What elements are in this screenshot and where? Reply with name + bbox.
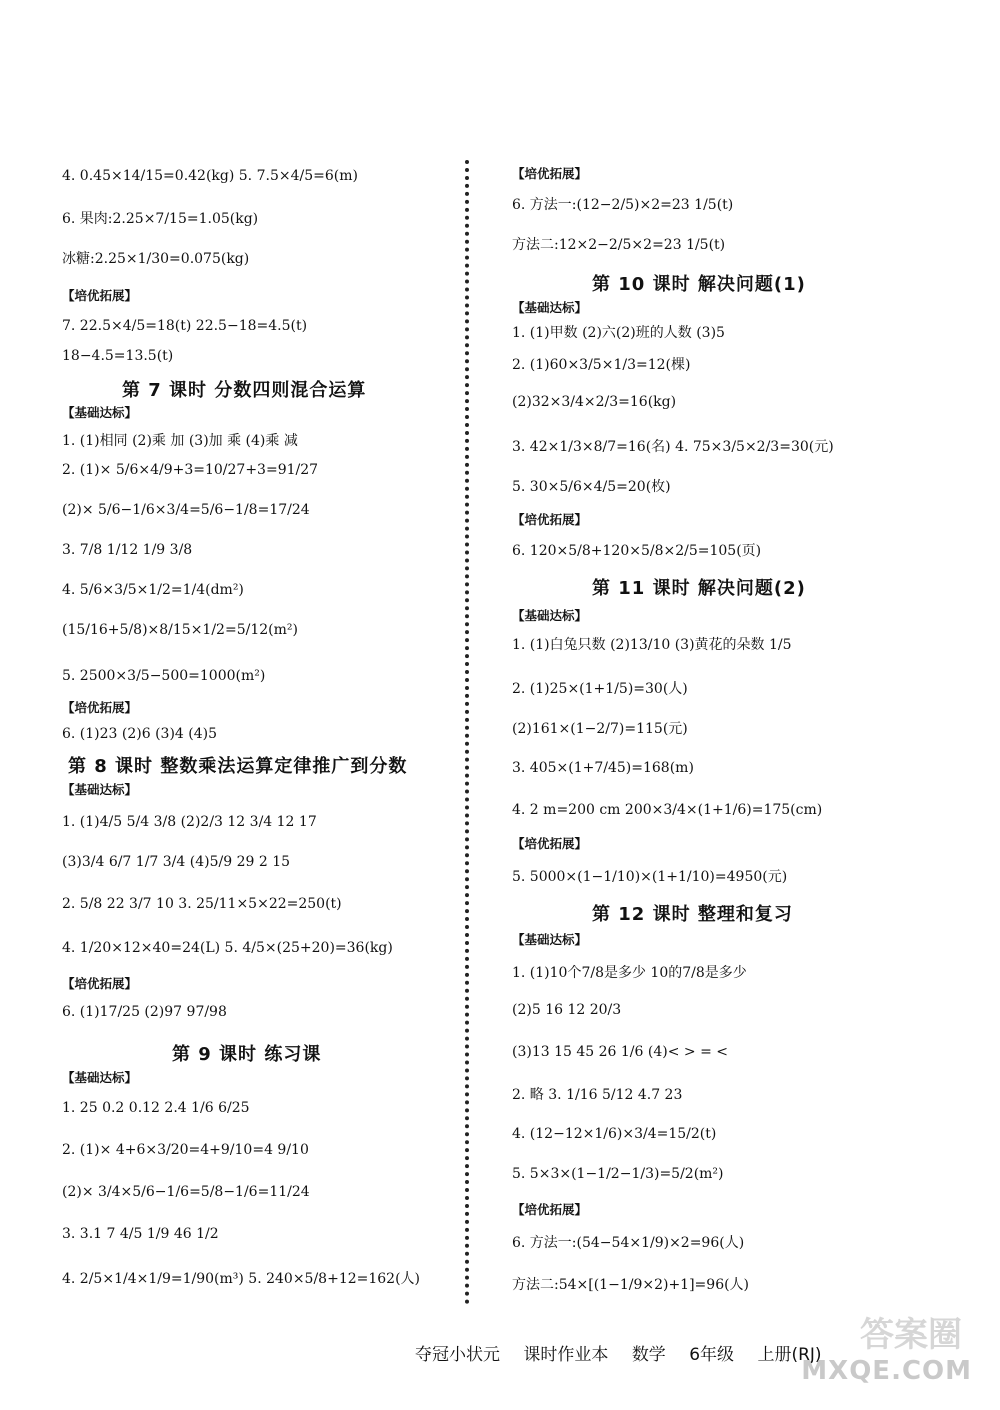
footer-book: 课时作业本 <box>523 1345 609 1365</box>
answer-line: 5. 2500×3/5−500=1000(m²) <box>62 668 266 684</box>
footer-brand: 夺冠小状元 <box>415 1345 500 1365</box>
section-label: 【培优拓展】 <box>512 1202 588 1217</box>
answer-line: 6. (1)17/25 (2)97 97/98 <box>62 1004 227 1020</box>
section-label: 【基础达标】 <box>62 405 138 420</box>
answer-line: (3)3/4 6/7 1/7 3/4 (4)5/9 29 2 15 <box>62 854 291 870</box>
watermark-top: 答案圈 <box>860 1315 962 1355</box>
answer-line: 2. (1)× 4+6×3/20=4+9/10=4 9/10 <box>62 1142 309 1158</box>
answer-line: 方法二:12×2−2/5×2=23 1/5(t) <box>512 237 726 253</box>
answer-line: 5. 5×3×(1−1/2−1/3)=5/2(m²) <box>512 1166 724 1182</box>
answer-line: 1. (1)4/5 5/4 3/8 (2)2/3 12 3/4 12 17 <box>62 814 317 830</box>
answer-line: 7. 22.5×4/5=18(t) 22.5−18=4.5(t) <box>62 318 308 334</box>
answer-line: 6. 果肉:2.25×7/15=1.05(kg) <box>62 211 259 227</box>
footer-grade: 6年级 <box>689 1345 735 1365</box>
answer-line: 18−4.5=13.5(t) <box>62 348 174 364</box>
answer-line: (2)× 5/6−1/6×3/4=5/6−1/8=17/24 <box>62 502 310 518</box>
section-label: 【基础达标】 <box>62 1070 138 1085</box>
footer <box>415 1340 840 1365</box>
answer-line: 1. 25 0.2 0.12 2.4 1/6 6/25 <box>62 1100 250 1116</box>
answer-line: 冰糖:2.25×1/30=0.075(kg) <box>62 251 250 267</box>
footer-subject: 数学 <box>631 1345 666 1365</box>
section-label: 【基础达标】 <box>512 300 588 315</box>
section-label: 【培优拓展】 <box>512 512 588 527</box>
section-label: 【基础达标】 <box>512 608 588 623</box>
answer-line: 2. (1)× 5/6×4/9+3=10/27+3=91/27 <box>62 462 319 478</box>
answer-line: 5. 30×5/6×4/5=20(枚) <box>512 479 671 495</box>
answer-line: 1. (1)甲数 (2)六(2)班的人数 (3)5 <box>512 325 725 341</box>
lesson-heading: 第 8 课时 整数乘法运算定律推广到分数 <box>68 756 408 777</box>
section-label: 【培优拓展】 <box>62 288 138 303</box>
answer-line: 4. 2 m=200 cm 200×3/4×(1+1/6)=175(cm) <box>512 802 823 818</box>
lesson-heading: 第 12 课时 整理和复习 <box>592 904 793 925</box>
answer-line: 1. (1)10个7/8是多少 10的7/8是多少 <box>512 965 747 981</box>
answer-line: 5. 5000×(1−1/10)×(1+1/10)=4950(元) <box>512 869 788 885</box>
footer-volume: 上册(RJ) <box>757 1345 822 1365</box>
answer-line: 3. 405×(1+7/45)=168(m) <box>512 760 694 776</box>
answer-line: (2)5 16 12 20/3 <box>512 1002 622 1018</box>
answer-line: (15/16+5/8)×8/15×1/2=5/12(m²) <box>62 622 298 638</box>
answer-line: 2. 5/8 22 3/7 10 3. 25/11×5×22=250(t) <box>62 896 342 912</box>
answer-line: 3. 3.1 7 4/5 1/9 46 1/2 <box>62 1226 219 1242</box>
answer-line: 2. (1)25×(1+1/5)=30(人) <box>512 681 688 697</box>
section-label: 【培优拓展】 <box>62 976 138 991</box>
answer-line: 6. 方法一:(12−2/5)×2=23 1/5(t) <box>512 197 734 213</box>
answer-line: 6. (1)23 (2)6 (3)4 (4)5 <box>62 726 218 742</box>
answer-line: 4. 1/20×12×40=24(L) 5. 4/5×(25+20)=36(kg) <box>62 940 393 956</box>
answer-line: 4. 5/6×3/5×1/2=1/4(dm²) <box>62 582 244 598</box>
answer-line: 方法二:54×[(1−1/9×2)+1]=96(人) <box>512 1277 750 1293</box>
section-label: 【培优拓展】 <box>62 700 138 715</box>
lesson-heading: 第 10 课时 解决问题(1) <box>592 274 806 295</box>
answer-line: 3. 7/8 1/12 1/9 3/8 <box>62 542 193 558</box>
answer-line: (3)13 15 45 26 1/6 (4)< > = < <box>512 1044 728 1060</box>
lesson-heading: 第 9 课时 练习课 <box>172 1044 322 1065</box>
answer-line: 1. (1)白兔只数 (2)13/10 (3)黄花的朵数 1/5 <box>512 637 792 653</box>
answer-line: 1. (1)相同 (2)乘 加 (3)加 乘 (4)乘 减 <box>62 433 298 449</box>
answer-line: 4. (12−12×1/6)×3/4=15/2(t) <box>512 1126 717 1142</box>
answer-line: (2)32×3/4×2/3=16(kg) <box>512 394 677 410</box>
section-label: 【基础达标】 <box>62 782 138 797</box>
answer-line: (2)161×(1−2/7)=115(元) <box>512 721 688 737</box>
answer-line: (2)× 3/4×5/6−1/6=5/8−1/6=11/24 <box>62 1184 310 1200</box>
answer-line: 2. (1)60×3/5×1/3=12(棵) <box>512 357 691 373</box>
section-label: 【培优拓展】 <box>512 836 588 851</box>
answer-line: 4. 2/5×1/4×1/9=1/90(m³) 5. 240×5/8+12=162(人) <box>62 1271 421 1287</box>
answer-line: 2. 略 3. 1/16 5/12 4.7 23 <box>512 1087 683 1103</box>
section-label: 【基础达标】 <box>512 932 588 947</box>
watermark-text: MXQE.COM <box>801 1356 972 1386</box>
watermark-logo <box>801 1315 982 1400</box>
answer-line: 6. 方法一:(54−54×1/9)×2=96(人) <box>512 1235 745 1251</box>
answer-line: 4. 0.45×14/15=0.42(kg) 5. 7.5×4/5=6(m) <box>62 168 358 184</box>
lesson-heading: 第 7 课时 分数四则混合运算 <box>122 380 367 401</box>
lesson-heading: 第 11 课时 解决问题(2) <box>592 578 806 599</box>
answer-line: 3. 42×1/3×8/7=16(名) 4. 75×3/5×2/3=30(元) <box>512 439 834 455</box>
column-divider <box>465 160 469 1305</box>
section-label: 【培优拓展】 <box>512 166 588 181</box>
answer-line: 6. 120×5/8+120×5/8×2/5=105(页) <box>512 543 762 559</box>
